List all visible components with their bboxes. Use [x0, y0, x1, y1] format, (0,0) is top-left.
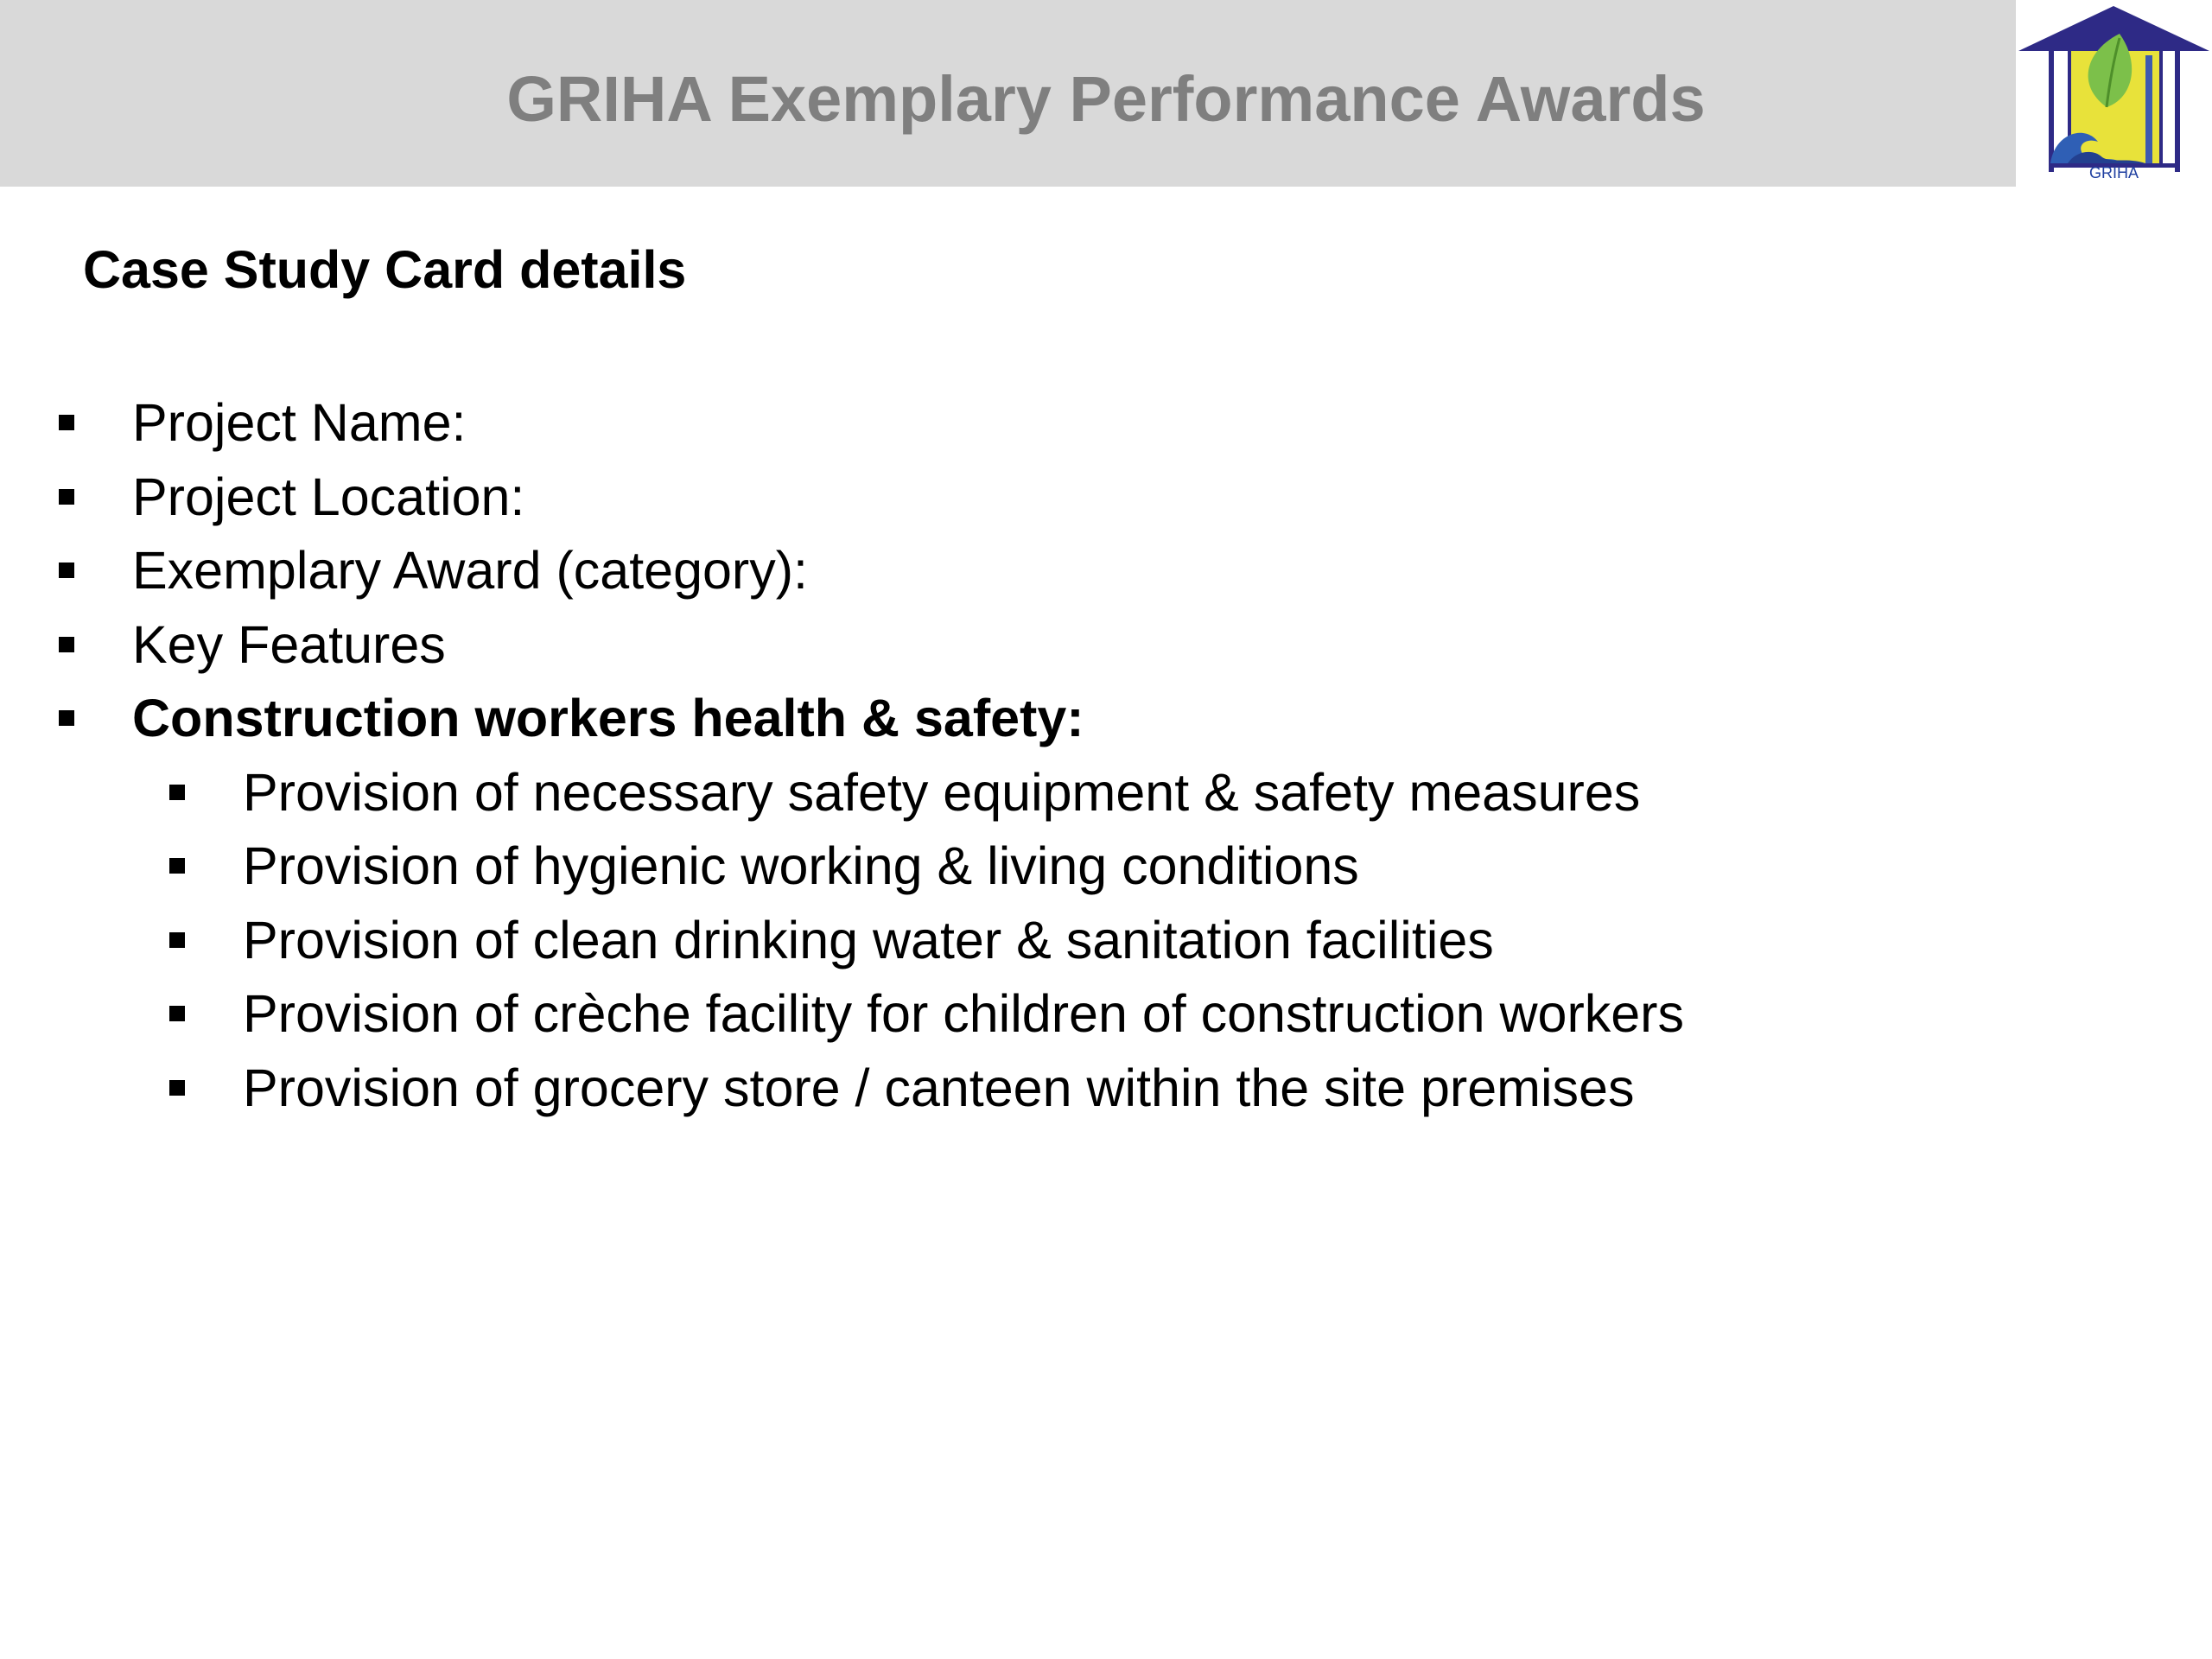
list-item-label: Project Name: [132, 393, 467, 452]
sublist-item [0, 977, 2074, 1052]
square-bullet-icon [169, 1006, 185, 1021]
square-bullet-icon [169, 1080, 185, 1096]
list-item-key-features [0, 608, 2074, 683]
list-item-label: Construction workers health & safety: [132, 689, 1084, 747]
square-bullet-icon [169, 785, 185, 800]
list-item-health-safety [0, 682, 2074, 756]
square-bullet-icon [169, 858, 185, 874]
square-bullet-icon [59, 710, 74, 726]
list-item-project-name [0, 386, 2074, 461]
sublist-item [0, 904, 2074, 978]
list-item-label: Exemplary Award (category): [132, 541, 809, 600]
square-bullet-icon [169, 932, 185, 948]
list-item-label: Project Location: [132, 467, 525, 526]
sublist-item [0, 830, 2074, 904]
page-title: GRIHA Exemplary Performance Awards [506, 63, 1706, 135]
section-heading: Case Study Card details [83, 240, 687, 299]
sublist-item-label: Provision of necessary safety equipment & safety measures [243, 762, 1641, 822]
list-item-project-location [0, 461, 2074, 535]
griha-logo-icon [2016, 3, 2212, 185]
logo-text: GRIHA [2088, 164, 2139, 181]
sublist-item-label: Provision of clean drinking water & sanitation facilities [243, 910, 1494, 969]
sublist-item [0, 756, 2074, 830]
list-item-award-category [0, 534, 2074, 608]
bullet-list [0, 386, 2074, 1125]
sublist-item [0, 1052, 2074, 1126]
sublist-item-label: Provision of grocery store / canteen within the site premises [243, 1058, 1635, 1117]
square-bullet-icon [59, 563, 74, 578]
square-bullet-icon [59, 637, 74, 652]
sublist-item-label: Provision of crèche facility for children of construction workers [243, 984, 1684, 1043]
square-bullet-icon [59, 415, 74, 430]
square-bullet-icon [59, 489, 74, 505]
sublist-item-label: Provision of hygienic working & living conditions [243, 836, 1359, 895]
list-item-label: Key Features [132, 614, 446, 674]
